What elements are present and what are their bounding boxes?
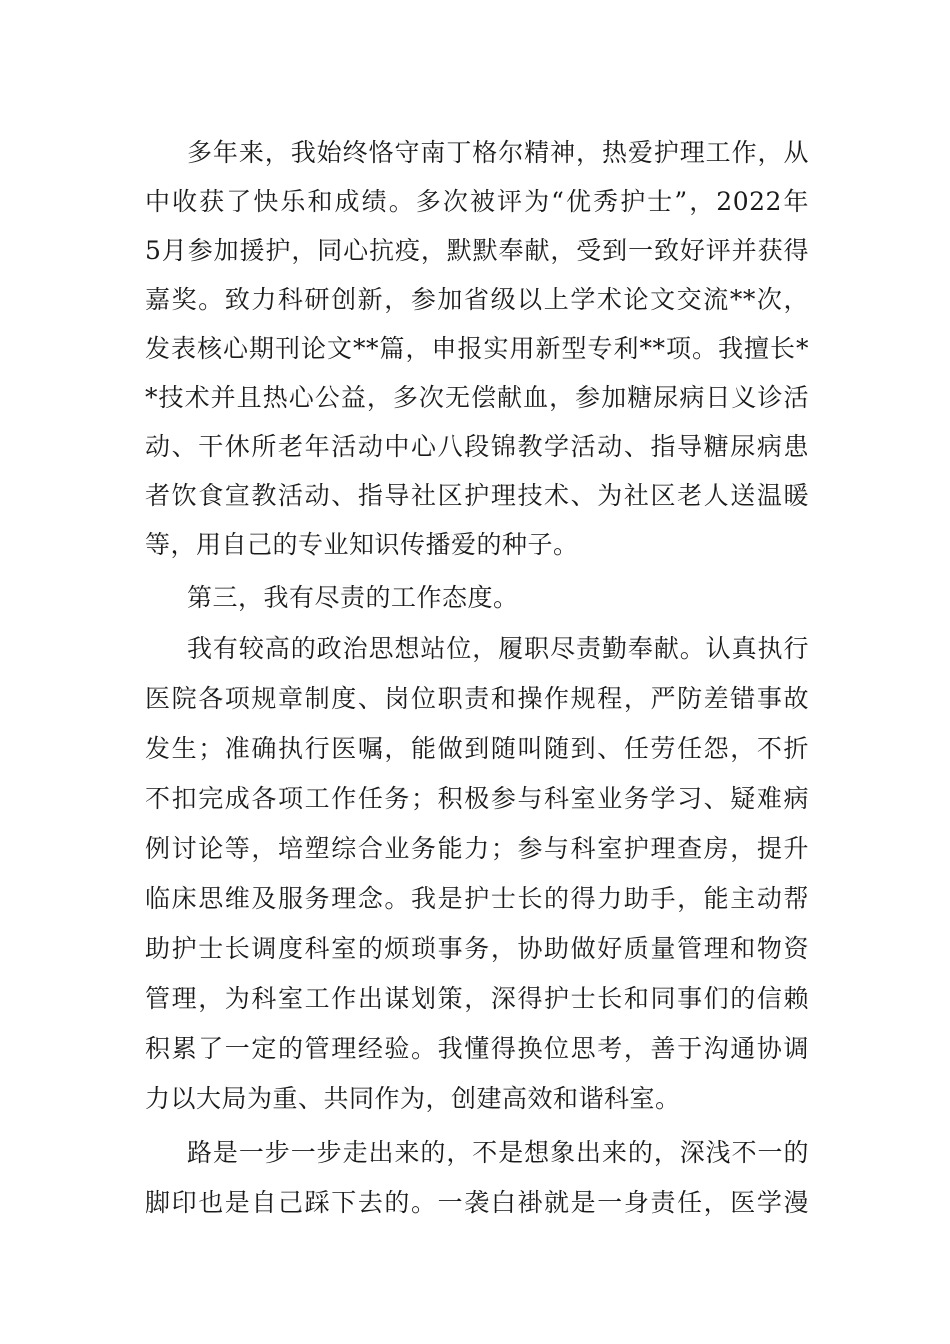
paragraph-line: 发表核心期刊论文**篇，申报实用新型专利**项。我擅长*: [145, 334, 809, 363]
paragraph-line: 医院各项规章制度、岗位职责和操作规程，严防差错事故: [145, 684, 809, 713]
paragraph-line: 中收获了快乐和成绩。多次被评为“优秀护士”，2022年: [145, 187, 809, 216]
paragraph-line: 不扣完成各项工作任务；积极参与科室业务学习、疑难病: [145, 784, 809, 813]
paragraph-line: 嘉奖。致力科研创新，参加省级以上学术论文交流**次，: [145, 285, 809, 314]
paragraph-line: 路是一步一步走出来的，不是想象出来的，深浅不一的: [187, 1138, 809, 1167]
paragraph-line: 助护士长调度科室的烦琐事务，协助做好质量管理和物资: [145, 934, 809, 963]
paragraph-line: 临床思维及服务理念。我是护士长的得力助手，能主动帮: [145, 884, 809, 913]
section-heading: 第三，我有尽责的工作态度。: [187, 583, 519, 612]
paragraph-line: 例讨论等，培塑综合业务能力；参与科室护理查房，提升: [145, 834, 809, 863]
paragraph-line: 5月参加援护，同心抗疫，默默奉献，受到一致好评并获得: [145, 236, 809, 265]
paragraph-line: 积累了一定的管理经验。我懂得换位思考，善于沟通协调: [145, 1034, 809, 1063]
paragraph-line: 多年来，我始终恪守南丁格尔精神，热爱护理工作，从: [187, 138, 809, 167]
paragraph-line: 我有较高的政治思想站位，履职尽责勤奉献。认真执行: [187, 634, 809, 663]
paragraph-line: 者饮食宣教活动、指导社区护理技术、为社区老人送温暖: [145, 481, 809, 510]
paragraph-line: 动、干休所老年活动中心八段锦教学活动、指导糖尿病患: [145, 432, 809, 461]
paragraph-line: 脚印也是自己踩下去的。一袭白褂就是一身责任，医学漫: [145, 1188, 809, 1217]
paragraph-line: 力以大局为重、共同作为，创建高效和谐科室。: [145, 1084, 681, 1113]
paragraph-line: 等，用自己的专业知识传播爱的种子。: [145, 530, 579, 559]
paragraph-line: *技术并且热心公益，多次无偿献血，参加糖尿病日义诊活: [145, 383, 809, 412]
paragraph-line: 管理，为科室工作出谋划策，深得护士长和同事们的信赖: [145, 984, 809, 1013]
paragraph-line: 发生；准确执行医嘱，能做到随叫随到、任劳任怨，不折: [145, 734, 809, 763]
